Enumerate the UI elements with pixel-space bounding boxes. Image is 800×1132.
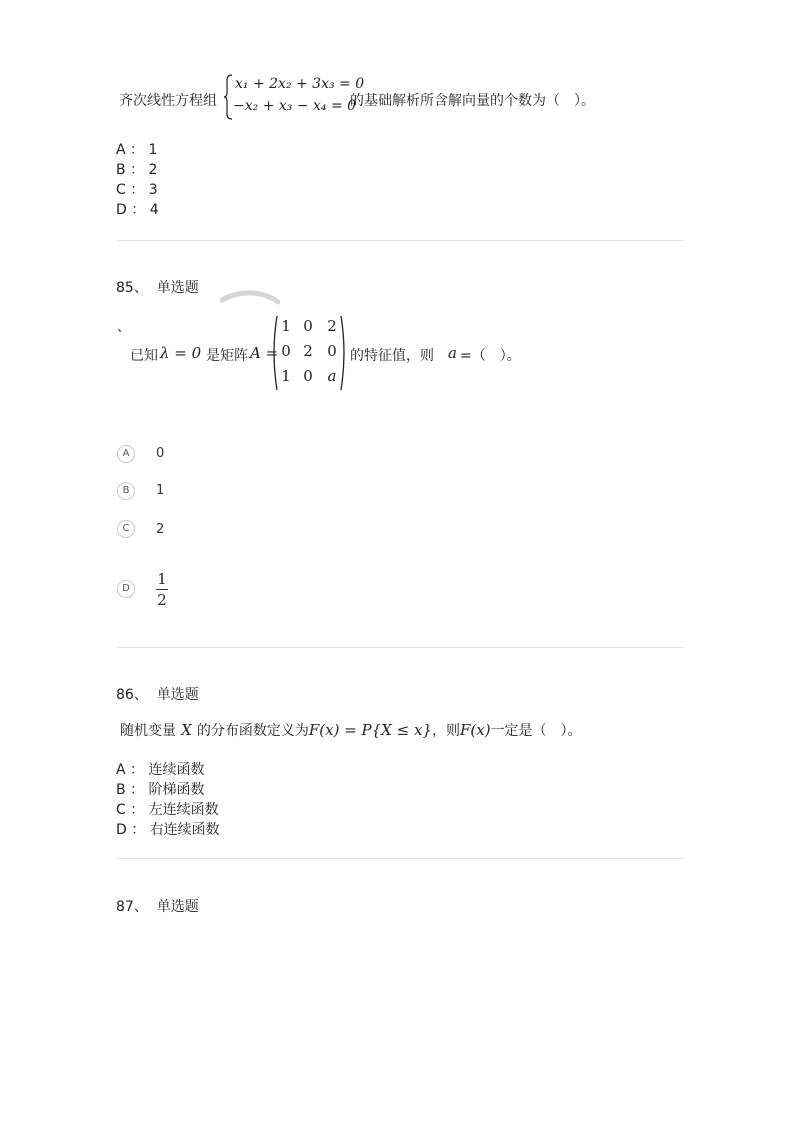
q84-option-c[interactable] [116, 180, 159, 200]
question-type: 单选题 [156, 280, 199, 296]
q84-stem-suffix: 的基础解析所含解向量的个数为（ ）。 [350, 93, 595, 109]
option-letter: C [116, 802, 126, 818]
option-d-radio[interactable]: D [117, 580, 135, 598]
q84-stem-prefix: 齐次线性方程组 [119, 93, 217, 109]
q86-option-b[interactable] [116, 780, 220, 800]
q85-matrix-name: A = [250, 344, 279, 362]
q86-option-c[interactable] [116, 800, 220, 820]
q87-header [116, 896, 199, 916]
option-letter: C [116, 182, 126, 198]
q85-matrix [270, 315, 348, 391]
option-letter: D [116, 822, 127, 838]
option-b-text: 1 [156, 483, 165, 498]
option-text: 左连续函数 [148, 802, 219, 818]
matrix-cell: 0 [327, 342, 337, 360]
q86-option-a[interactable] [116, 760, 220, 780]
q86-var-x: X [181, 721, 192, 739]
q85-stem-suffix: 的特征值，则 [350, 348, 434, 364]
q84-options [116, 140, 159, 220]
option-text: 连续函数 [148, 762, 205, 778]
option-text: 4 [149, 202, 159, 218]
q85-stem-mid: 是矩阵 [206, 348, 248, 364]
option-sep: ： [130, 802, 145, 818]
matrix-cell: 0 [303, 317, 313, 335]
option-sep: ： [131, 202, 146, 218]
option-letter: D [116, 202, 127, 218]
option-c-text: 2 [156, 522, 165, 537]
matrix-cell: 2 [327, 317, 337, 335]
q86-definition: F(x) = P{X ≤ x} [308, 721, 432, 739]
option-sep: ： [130, 762, 145, 778]
q84-option-b[interactable] [116, 160, 159, 180]
matrix-cell: 2 [303, 342, 313, 360]
option-sep: ： [130, 142, 145, 158]
scan-smudge-icon [220, 288, 280, 308]
q86-stem [120, 720, 582, 740]
option-sep: ： [130, 782, 145, 798]
q86-options [116, 760, 220, 840]
option-letter: A [116, 762, 126, 778]
q86-stem-mid2: ，则 [431, 723, 460, 739]
option-letter: B [116, 162, 126, 178]
q86-fx: F(x) [459, 721, 491, 739]
option-c-radio[interactable]: C [117, 520, 135, 538]
q86-stem-mid: 的分布函数定义为 [196, 723, 309, 739]
matrix-cell: 1 [281, 367, 291, 385]
matrix-cell: 0 [303, 367, 313, 385]
option-a-radio[interactable]: A [117, 445, 135, 463]
q85-stray-mark: 、 [117, 320, 131, 335]
option-sep: ： [130, 182, 145, 198]
option-sep: ： [131, 822, 146, 838]
q86-header [116, 684, 199, 704]
question-sep: 、 [133, 280, 148, 296]
q85-header [116, 277, 199, 297]
matrix-cell: 0 [281, 342, 291, 360]
divider [117, 240, 684, 241]
matrix-cell: a [327, 367, 337, 385]
q84-option-a[interactable] [116, 140, 159, 160]
option-text: 阶梯函数 [148, 782, 205, 798]
option-sep: ： [130, 162, 145, 178]
question-sep: 、 [133, 899, 148, 915]
q84-option-d[interactable] [116, 200, 159, 220]
q85-lambda: λ = 0 [160, 344, 202, 362]
divider [117, 647, 684, 648]
option-letter: B [116, 782, 126, 798]
question-number: 87 [116, 899, 134, 915]
q84-equation-row2: −x₂ + x₃ − x₄ = 0 [233, 98, 357, 114]
option-text: 2 [148, 162, 158, 178]
fraction-bar [156, 589, 168, 590]
q85-stem-prefix: 已知 [130, 348, 158, 364]
q86-stem-prefix: 随机变量 [120, 723, 176, 739]
option-d-fraction [155, 570, 169, 612]
option-text: 右连续函数 [149, 822, 220, 838]
matrix-cell: 1 [281, 317, 291, 335]
left-brace-icon [223, 74, 233, 120]
option-b-radio[interactable]: B [117, 482, 135, 500]
q86-option-d[interactable] [116, 820, 220, 840]
q85-stem-end: =（ ）。 [460, 348, 521, 364]
option-letter: A [116, 142, 126, 158]
question-number: 85 [116, 280, 134, 296]
option-text: 1 [148, 142, 158, 158]
question-sep: 、 [133, 687, 148, 703]
divider [117, 858, 684, 859]
question-type: 单选题 [156, 687, 199, 703]
q85-var: a [448, 344, 457, 362]
option-text: 3 [148, 182, 158, 198]
option-a-text: 0 [156, 446, 165, 461]
q86-stem-end: 一定是（ ）。 [490, 723, 582, 739]
question-number: 86 [116, 687, 134, 703]
fraction-numerator: 1 [157, 570, 167, 588]
question-type: 单选题 [156, 899, 199, 915]
q84-equation-system [223, 74, 365, 120]
q84-equation-row1: x₁ + 2x₂ + 3x₃ = 0 [235, 76, 365, 92]
fraction-denominator: 2 [157, 591, 167, 609]
